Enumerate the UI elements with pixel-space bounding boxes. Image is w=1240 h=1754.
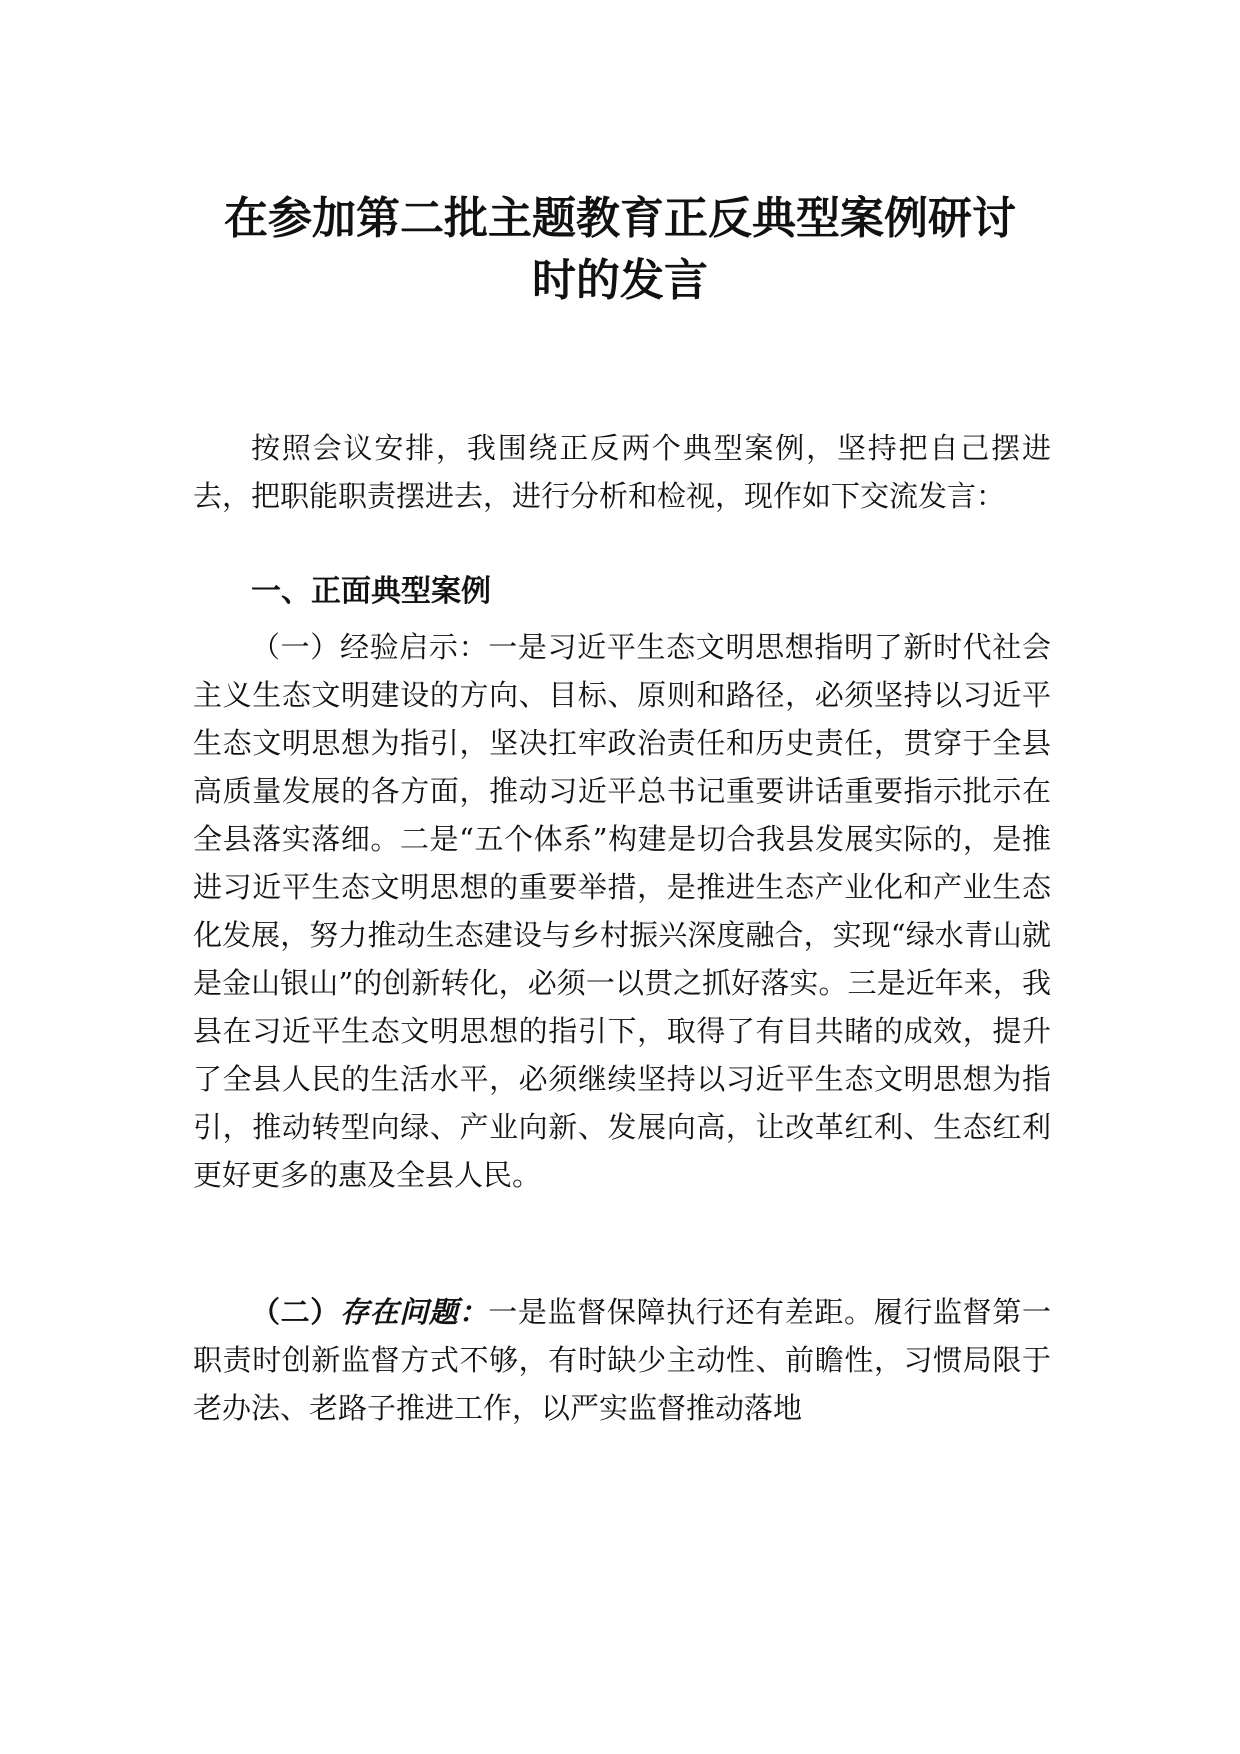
problems-paragraph	[193, 1288, 1051, 1432]
intro-paragraph: 按照会议安排，我围绕正反两个典型案例，坚持把自己摆进去，把职能职责摆进去，进行分析和检视，现作如下交流发言：	[193, 431, 1051, 513]
problems-label: 存在问题：	[339, 1295, 489, 1329]
problems-label-number: （二）	[251, 1295, 340, 1329]
experience-paragraph	[193, 623, 1051, 1199]
document-title	[0, 188, 1240, 312]
experience-label: （一）经验启示：	[251, 630, 489, 664]
title-line-2: 时的发言	[532, 255, 708, 306]
title-line-1: 在参加第二批主题教育正反典型案例研讨	[224, 193, 1016, 244]
problems-text: 一是监督保障执行还有差距。履行监督第一职责时创新监督方式不够，有时缺少主动性、前瞻性，习惯局限于老办法、老路子推进工作，以严实监督推动落地	[193, 1295, 1051, 1425]
experience-text: 一是习近平生态文明思想指明了新时代社会主义生态文明建设的方向、目标、原则和路径，必须坚持以习近平生态文明思想为指引，坚决扛牢政治责任和历史责任，贯穿于全县高质量发展的各方面，推动习近平总书记重要讲话重要指示批示在全县落实落细。二是“五个体系”构建是切合我县发展实际的，是推进习近平生态文明思想的重要举措，是推进生态产业化和产业生态化发展，努力推动生态建设与乡村振兴深度融合，实现“绿水青山就是金山银山”的创新转化，必须一以贯之抓好落实。三是近年来，我县在习近平生态文明思想的指引下，取得了有目共睹的成效，提升了全县人民的生活水平，必须继续坚持以习近平生态文明思想为指引，推动转型向绿、产业向新、发展向高，让改革红利、生态红利更好更多的惠及全县人民。	[193, 630, 1051, 1192]
section-heading-positive-cases: 一、正面典型案例	[251, 574, 491, 609]
